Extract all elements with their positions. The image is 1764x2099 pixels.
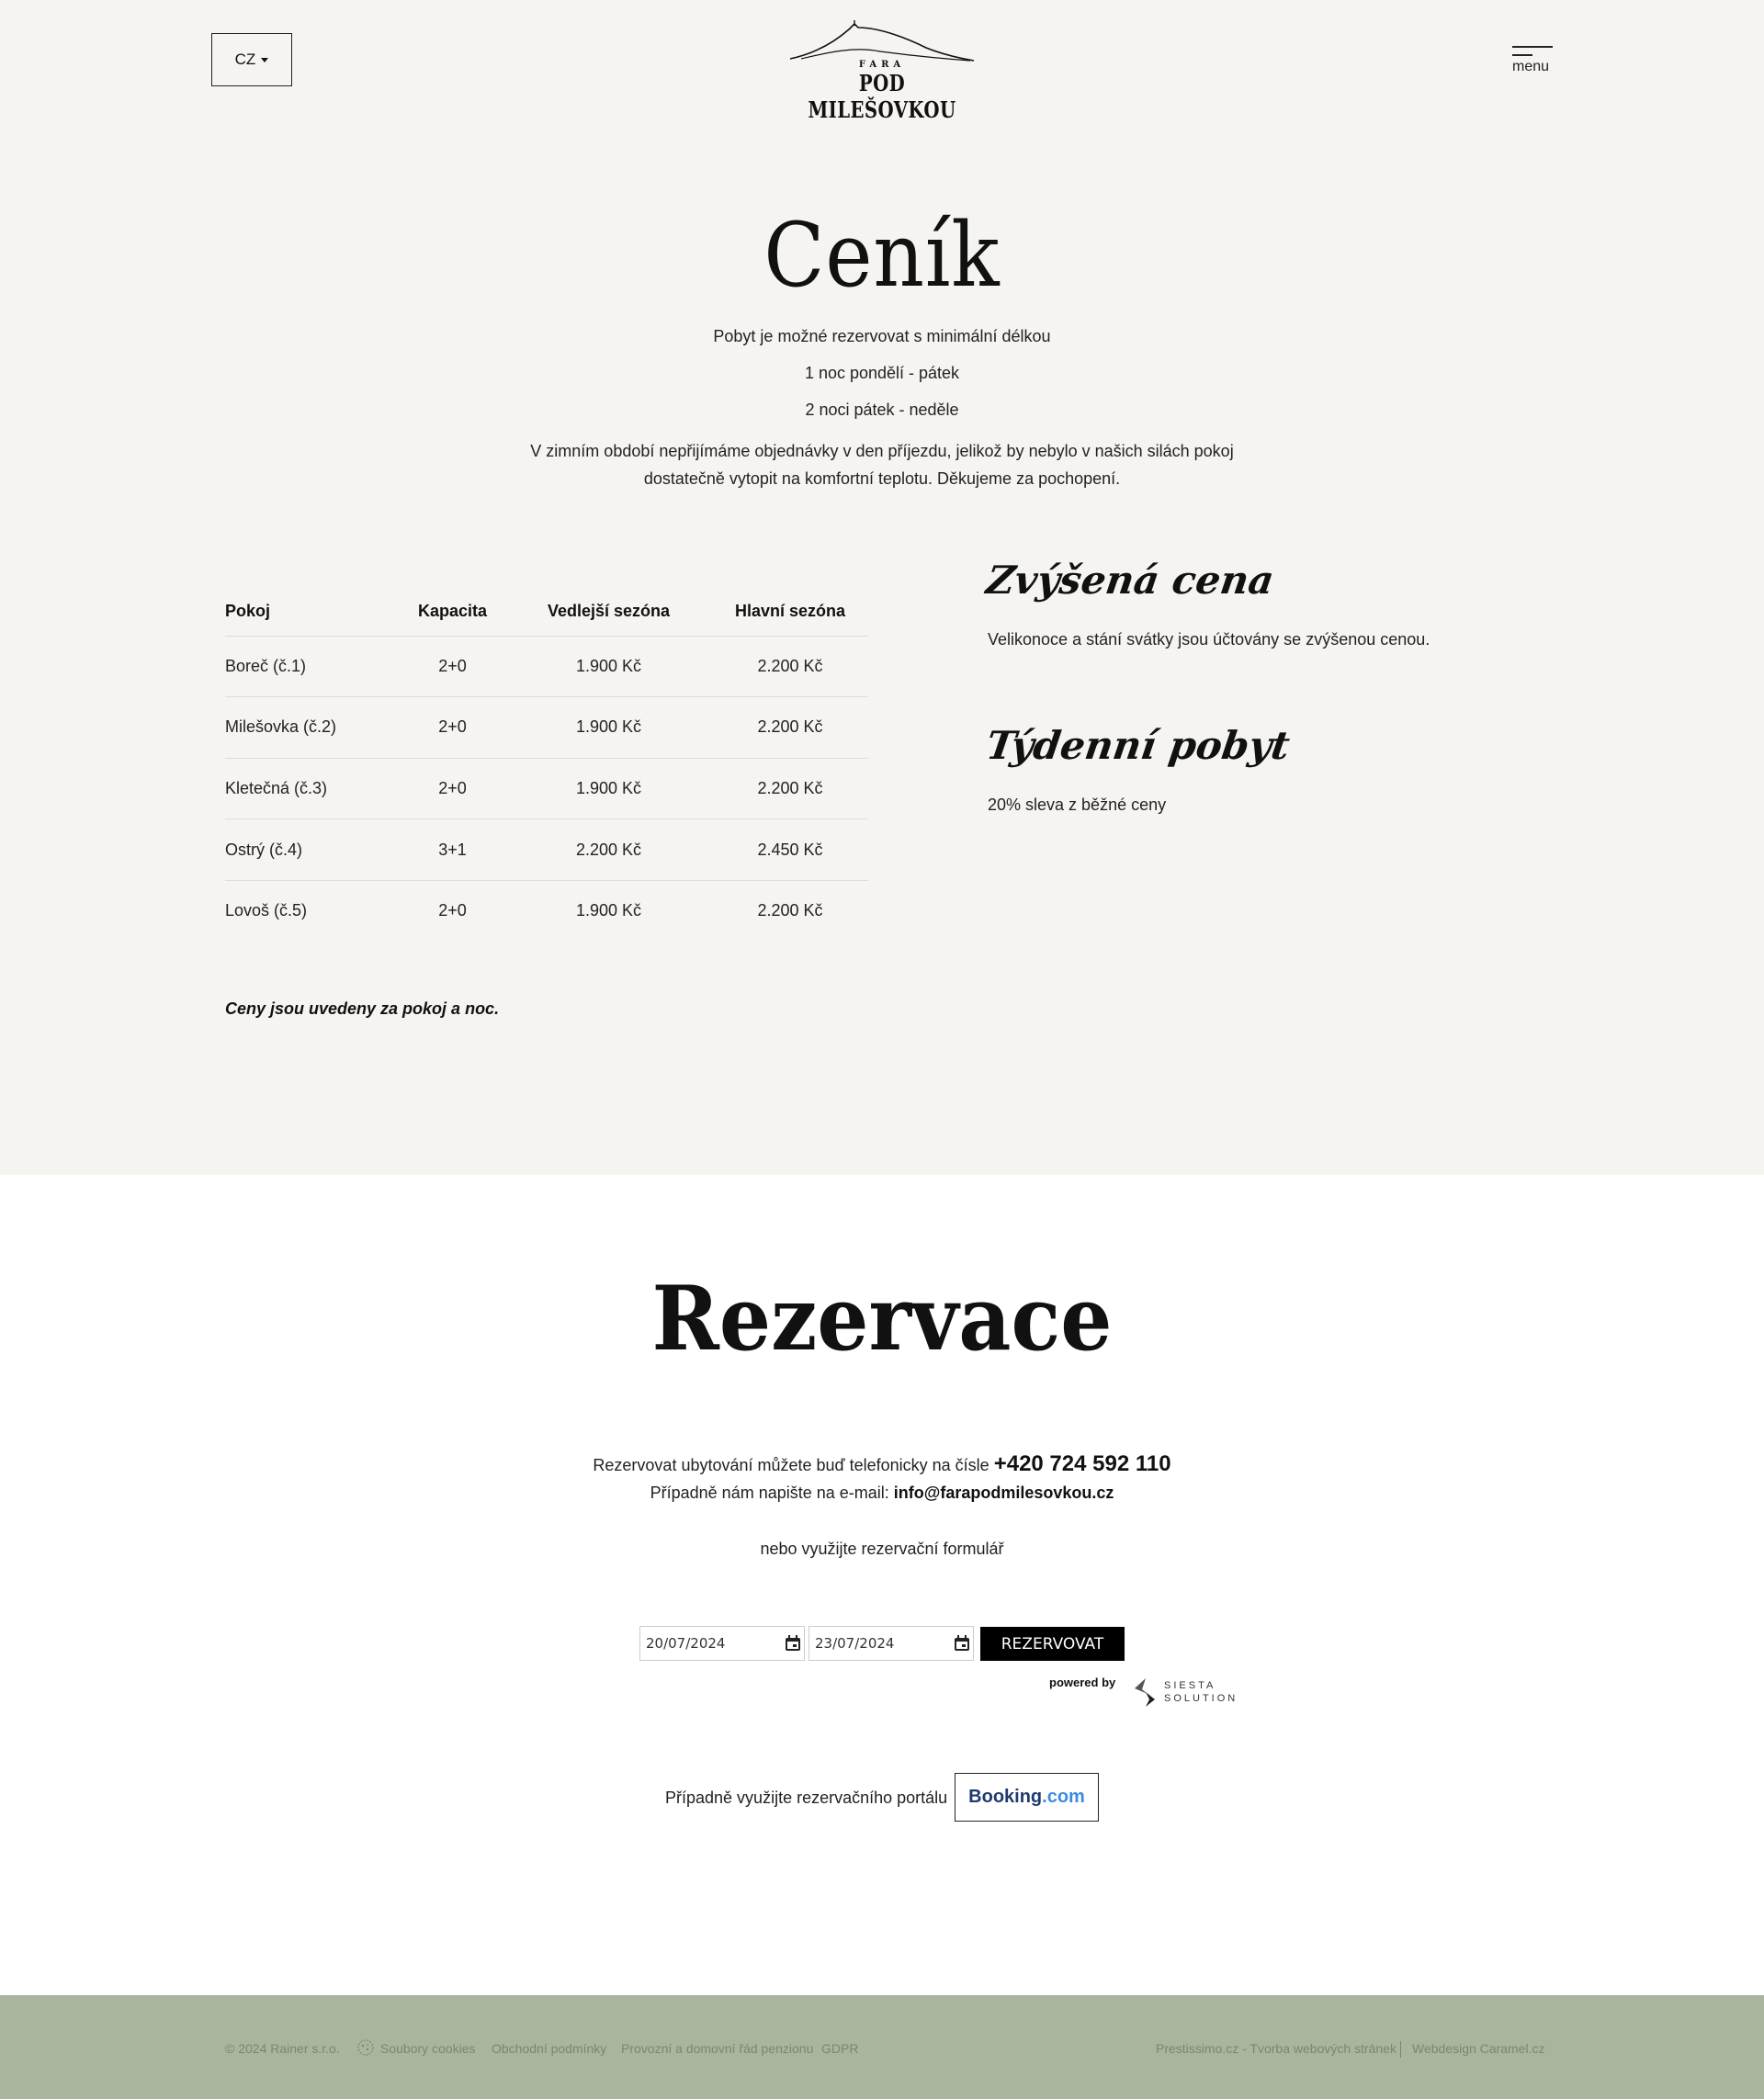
table-header: Kapacita	[400, 588, 505, 636]
mountain-logo-icon	[788, 18, 976, 64]
footer-link-caramel[interactable]: Webdesign Caramel.cz	[1412, 2041, 1545, 2056]
room-name: Milešovka (č.2)	[225, 697, 400, 759]
price-high-season: 2.450 Kč	[712, 819, 868, 881]
reservation-section	[0, 1175, 1764, 1995]
menu-button[interactable]	[1507, 42, 1553, 79]
table-row	[225, 636, 868, 697]
arrival-date-value: 20/07/2024	[646, 1635, 726, 1652]
footer-link-terms[interactable]: Obchodní podmínky	[492, 2041, 607, 2056]
reservation-title: Rezervace	[651, 1267, 1113, 1371]
price-low-season: 1.900 Kč	[505, 636, 712, 697]
table-header: Hlavní sezóna	[712, 588, 868, 636]
price-low-season: 1.900 Kč	[505, 697, 712, 759]
reserve-button[interactable]: REZERVOVAT	[980, 1627, 1125, 1661]
booking-portal-text: Případně využijte rezervačního portálu	[665, 1789, 948, 1807]
siesta-arrow-icon	[1133, 1676, 1159, 1708]
table-row	[225, 819, 868, 881]
price-note: Ceny jsou uvedeny za pokoj a noc.	[225, 999, 500, 1018]
caret-down-icon	[261, 58, 268, 62]
powered-by-label: powered by	[1049, 1676, 1116, 1689]
phone-prefix: Rezervovat ubytování můžete buď telefonicky na čísle	[593, 1456, 994, 1474]
phone-link[interactable]: +420 724 592 110	[993, 1451, 1171, 1476]
siesta-text-line2: SOLUTION	[1164, 1693, 1238, 1704]
booking-com-button[interactable]	[955, 1773, 1099, 1822]
intro-text: Pobyt je možné rezervovat s minimální délkou	[713, 327, 1051, 345]
hamburger-short-line	[1512, 54, 1532, 56]
price-table	[225, 588, 868, 942]
room-capacity: 2+0	[438, 901, 467, 920]
booking-logo-main: Booking	[968, 1787, 1043, 1807]
footer-link-cookies[interactable]: Soubory cookies	[380, 2041, 476, 2056]
site-header	[0, 0, 1764, 123]
room-capacity: 2+0	[400, 636, 505, 697]
arrival-date-input[interactable]	[639, 1626, 805, 1661]
table-row	[225, 758, 868, 819]
price-low-season: 2.200 Kč	[505, 819, 712, 881]
booking-logo-dotcom: .com	[1042, 1787, 1085, 1807]
calendar-icon[interactable]	[785, 1635, 801, 1652]
price-low-season: 1.900 Kč	[575, 901, 642, 920]
aside-text-weekly-stay: 20% sleva z běžné ceny	[988, 796, 1167, 814]
room-capacity: 2+0	[400, 697, 505, 759]
cookie-icon	[356, 2038, 375, 2057]
price-high-season: 2.200 Kč	[712, 636, 868, 697]
room-capacity: 3+1	[400, 819, 505, 881]
price-high-season: 2.200 Kč	[757, 901, 823, 920]
footer-link-house-rules[interactable]: Provozní a domovní řád penzionu	[621, 2041, 814, 2056]
aside-heading-higher-price: Zvýšená cena	[983, 558, 1277, 603]
room-capacity: 2+0	[400, 758, 505, 819]
logo-small-text: FARA	[858, 60, 906, 70]
footer-link-prestissimo[interactable]: Prestissimo.cz - Tvorba webových stránek	[1156, 2041, 1396, 2056]
room-name: Kletečná (č.3)	[225, 758, 400, 819]
site-logo[interactable]	[788, 18, 976, 123]
intro-text: 1 noc pondělí - pátek	[804, 364, 960, 382]
email-line	[0, 1484, 1764, 1503]
pricing-title: Ceník	[763, 204, 1001, 307]
room-name: Ostrý (č.4)	[225, 819, 400, 881]
table-header: Vedlejší sezóna	[505, 588, 712, 636]
email-link[interactable]: info@farapodmilesovkou.cz	[893, 1484, 1114, 1502]
departure-date-input[interactable]	[808, 1626, 974, 1661]
aside-heading-weekly-stay: Týdenní pobyt	[983, 723, 1293, 768]
language-label: CZ	[234, 51, 256, 68]
intro-text: 2 noci pátek - neděle	[805, 401, 959, 419]
calendar-icon[interactable]	[954, 1635, 970, 1652]
menu-label: menu	[1512, 59, 1550, 74]
room-name: Boreč (č.1)	[225, 636, 400, 697]
copyright-text: © 2024 Rainer s.r.o.	[225, 2041, 340, 2056]
language-dropdown[interactable]	[211, 33, 292, 86]
room-name: Lovoš (č.5)	[225, 901, 308, 920]
aside-text-higher-price: Velikonoce a stání svátky jsou účtovány se zvýšenou cenou.	[988, 630, 1430, 649]
table-header-row	[225, 588, 868, 636]
intro-text: V zimním období nepřijímáme objednávky v den příjezdu, jelikož by nebylo v našich silách pokoj dostatečně vytopit na komfortní teplotu. Děkujeme za pochopení.	[530, 442, 1234, 488]
departure-date-value: 23/07/2024	[815, 1635, 895, 1652]
footer-link-gdpr[interactable]: GDPR	[821, 2041, 859, 2056]
price-high-season: 2.200 Kč	[712, 758, 868, 819]
site-footer	[0, 1995, 1764, 2099]
phone-line	[0, 1451, 1764, 1477]
hamburger-icon	[1512, 46, 1553, 48]
email-prefix: Případně nám napište na e-mail:	[650, 1484, 894, 1502]
price-high-season: 2.200 Kč	[712, 697, 868, 759]
siesta-text-line1: SIESTA	[1164, 1680, 1216, 1691]
footer-divider	[1400, 2041, 1401, 2058]
table-header: Pokoj	[225, 588, 400, 636]
siesta-solution-logo[interactable]	[1133, 1676, 1239, 1710]
logo-main-text: POD MILEŠOVKOU	[808, 70, 956, 123]
table-row	[225, 697, 868, 759]
form-hint: nebo využijte rezervační formulář	[760, 1540, 1004, 1558]
price-low-season: 1.900 Kč	[505, 758, 712, 819]
table-row	[225, 880, 868, 942]
